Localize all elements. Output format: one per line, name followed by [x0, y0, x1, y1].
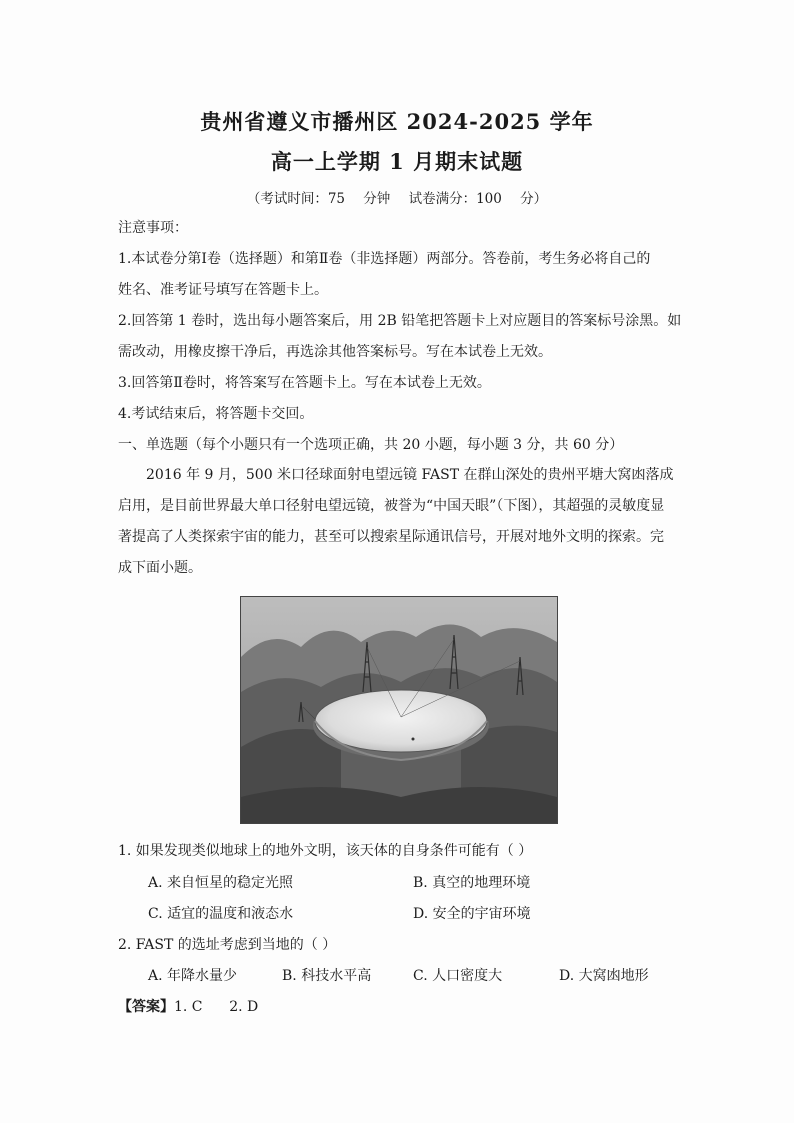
- section-heading: 一、单选题（每个小题只有一个选项正确，共 20 小题，每小题 3 分，共 60 分）: [118, 437, 624, 453]
- notes-item1-line1: 1.本试卷分第Ⅰ卷（选择题）和第Ⅱ卷（非选择题）两部分。答卷前，考生务必将自己的: [118, 251, 651, 267]
- passage-text: 2016 年 9 月，500 米口径球面射电望远镜 FAST 在群山深处的贵州平塘大窝凼落成启用，是目前世界最大单口径射电望远镜，被誉为“中国天眼”（下图），其超强的灵敏度显著提高了人类探索宇宙的能力，甚至可以搜索星际通讯信号，开展对地外文明的探索。完成下面小题。: [118, 467, 674, 576]
- notes-item1-line2: 姓名、准考证号填写在答题卡上。: [118, 282, 328, 298]
- answer-line: [118, 997, 258, 1017]
- question-1-stem: 1. 如果发现类似地球上的地外文明，该天体的自身条件可能有（ ）: [118, 843, 533, 859]
- notes-item2-line1: 2.回答第 1 卷时，选出每小题答案后，用 2B 铅笔把答题卡上对应题目的答案标号涂黑。如: [118, 313, 682, 329]
- exam-title-line1: 贵州省遵义市播州区 2024-2025 学年: [200, 109, 594, 134]
- exam-subtitle: （考试时间：75 分钟 试卷满分：100 分）: [246, 191, 548, 207]
- answer-label: 【答案】: [118, 999, 174, 1015]
- question-2-option-b: B. 科技水平高: [282, 968, 372, 984]
- question-1-option-a: A. 来自恒星的稳定光照: [148, 875, 294, 891]
- notes-item4: 4.考试结束后，将答题卡交回。: [118, 406, 314, 422]
- question-1-option-c: C. 适宜的温度和液态水: [148, 906, 294, 922]
- notes-item3: 3.回答第Ⅱ卷时，将答案写在答题卡上。写在本试卷上无效。: [118, 375, 491, 391]
- question-1-option-d: D. 安全的宇宙环境: [413, 906, 531, 922]
- fast-telescope-photo: [240, 596, 558, 824]
- notes-item2-line2: 需改动，用橡皮擦干净后，再选涂其他答案标号。写在本试卷上无效。: [118, 344, 552, 360]
- question-2-option-d: D. 大窝凼地形: [559, 968, 649, 984]
- exam-title-line2: 高一上学期 1 月期末试题: [270, 149, 524, 174]
- answer-text: 1. C 2. D: [174, 999, 259, 1015]
- question-2-option-c: C. 人口密度大: [413, 968, 503, 984]
- notes-heading: 注意事项：: [118, 220, 188, 236]
- question-2-stem: 2. FAST 的选址考虑到当地的（ ）: [118, 937, 337, 953]
- question-1-option-b: B. 真空的地理环境: [413, 875, 531, 891]
- question-2-option-a: A. 年降水量少: [148, 968, 238, 984]
